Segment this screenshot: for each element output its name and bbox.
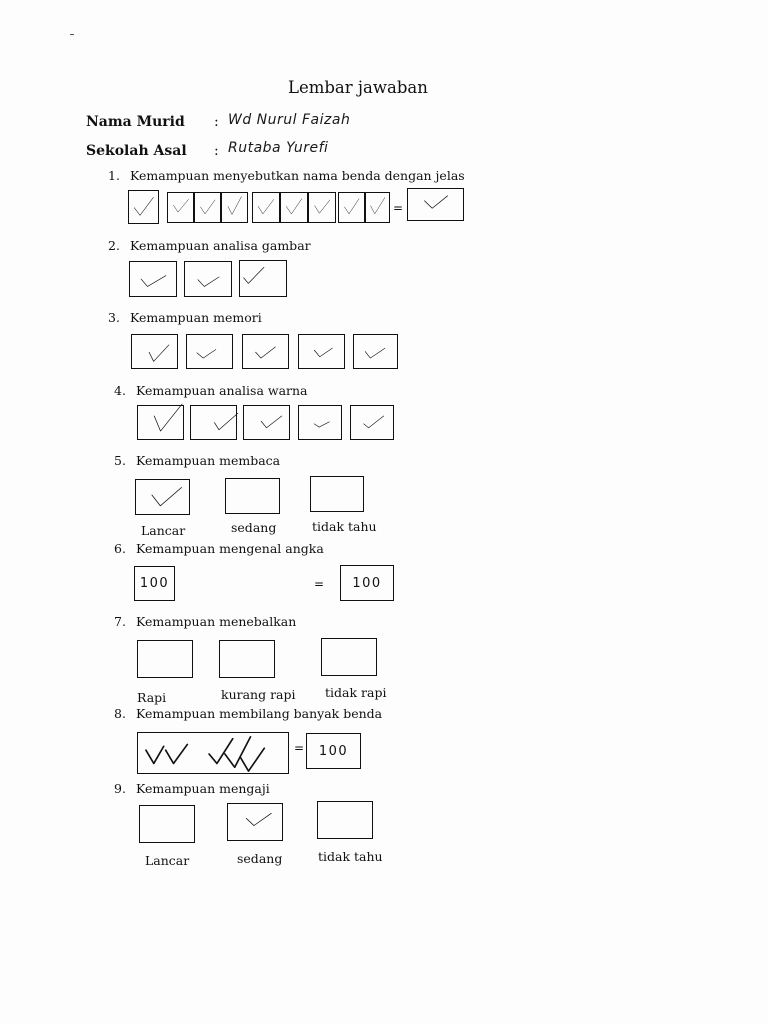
number-box-value: 100 bbox=[352, 575, 382, 591]
result-box bbox=[306, 733, 361, 769]
question-4 bbox=[114, 383, 308, 398]
check-mark-icon bbox=[187, 335, 232, 368]
answer-box bbox=[280, 192, 308, 223]
question-9 bbox=[114, 781, 270, 796]
check-mark-icon bbox=[185, 262, 231, 296]
scan-speck bbox=[70, 34, 74, 35]
check-mark-icon bbox=[281, 193, 307, 222]
number-box-value: 100 bbox=[139, 576, 170, 591]
answer-box bbox=[190, 405, 237, 440]
option-box bbox=[317, 801, 373, 839]
question-text: Kemampuan analisa warna bbox=[136, 383, 308, 398]
option-label: sedang bbox=[231, 520, 277, 535]
question-6 bbox=[114, 541, 324, 556]
option-box bbox=[310, 476, 364, 512]
sekolah-asal-colon: : bbox=[214, 143, 219, 159]
question-text: Kemampuan mengaji bbox=[136, 781, 270, 796]
check-mark-icon bbox=[408, 189, 463, 220]
equals-sign: = bbox=[393, 201, 404, 215]
equals-sign: = bbox=[314, 577, 325, 591]
sekolah-asal-value: Rutaba Yurefi bbox=[228, 140, 329, 156]
check-mark-icon bbox=[132, 335, 177, 368]
page-title: Lembar jawaban bbox=[288, 78, 428, 97]
answer-box bbox=[186, 334, 233, 369]
check-mark-icon bbox=[138, 733, 288, 773]
result-box-value: 100 bbox=[318, 743, 349, 759]
question-number: 8. bbox=[114, 706, 126, 721]
check-mark-icon bbox=[136, 480, 189, 514]
check-mark-icon bbox=[351, 406, 393, 439]
answer-box bbox=[137, 405, 184, 440]
check-mark-icon bbox=[299, 406, 341, 439]
question-5 bbox=[114, 453, 280, 468]
question-7 bbox=[114, 614, 296, 629]
option-label: kurang rapi bbox=[221, 687, 296, 702]
answer-box bbox=[131, 334, 178, 369]
check-mark-icon bbox=[138, 406, 183, 439]
check-mark-icon bbox=[168, 193, 193, 222]
sekolah-asal-label: Sekolah Asal bbox=[86, 143, 187, 159]
check-mark-icon bbox=[339, 193, 364, 222]
check-mark-icon bbox=[222, 193, 247, 222]
check-mark-icon bbox=[253, 193, 279, 222]
option-label: tidak tahu bbox=[312, 519, 377, 534]
question-number: 5. bbox=[114, 453, 126, 468]
question-number: 3. bbox=[108, 310, 120, 325]
question-number: 6. bbox=[114, 541, 126, 556]
check-mark-icon bbox=[366, 193, 389, 222]
question-3 bbox=[108, 310, 262, 325]
answer-box bbox=[167, 192, 194, 223]
question-text: Kemampuan membaca bbox=[136, 453, 281, 468]
answer-box bbox=[353, 334, 398, 369]
option-label: tidak rapi bbox=[325, 685, 387, 700]
option-label: Lancar bbox=[141, 523, 186, 538]
check-mark-icon bbox=[228, 804, 282, 840]
option-box bbox=[137, 640, 193, 678]
nama-murid-label: Nama Murid bbox=[86, 114, 185, 130]
question-number: 7. bbox=[114, 614, 126, 629]
answer-box bbox=[298, 334, 345, 369]
check-mark-icon bbox=[129, 191, 158, 223]
number-box bbox=[134, 566, 175, 601]
check-mark-icon bbox=[240, 261, 286, 296]
number-box bbox=[340, 565, 394, 601]
answer-box bbox=[221, 192, 248, 223]
question-number: 1. bbox=[108, 168, 120, 183]
answer-box bbox=[365, 192, 390, 223]
option-box bbox=[219, 640, 275, 678]
equals-sign: = bbox=[294, 741, 305, 755]
question-number: 4. bbox=[114, 383, 126, 398]
check-mark-icon bbox=[195, 193, 220, 222]
option-label: Rapi bbox=[137, 690, 167, 705]
option-label: Lancar bbox=[145, 853, 190, 868]
answer-box bbox=[252, 192, 280, 223]
question-text: Kemampuan mengenal angka bbox=[136, 541, 324, 556]
question-text: Kemampuan analisa gambar bbox=[130, 238, 311, 253]
check-mark-icon bbox=[309, 193, 335, 222]
option-box bbox=[139, 805, 195, 843]
nama-murid-colon: : bbox=[214, 114, 219, 130]
answer-box bbox=[239, 260, 287, 297]
answer-box bbox=[350, 405, 394, 440]
option-box bbox=[135, 479, 190, 515]
check-mark-icon bbox=[243, 335, 288, 368]
question-8 bbox=[114, 706, 382, 721]
check-mark-icon bbox=[299, 335, 344, 368]
check-mark-icon bbox=[191, 406, 236, 439]
answer-box bbox=[184, 261, 232, 297]
nama-murid-value: Wd Nurul Faizah bbox=[228, 112, 351, 128]
answer-box bbox=[338, 192, 365, 223]
question-text: Kemampuan menebalkan bbox=[136, 614, 297, 629]
answer-box bbox=[128, 190, 159, 224]
question-text: Kemampuan menyebutkan nama benda dengan jelas bbox=[130, 168, 465, 183]
check-mark-icon bbox=[244, 406, 289, 439]
question-2 bbox=[108, 238, 311, 253]
answer-box bbox=[243, 405, 290, 440]
answer-box bbox=[298, 405, 342, 440]
counting-box bbox=[137, 732, 289, 774]
question-text: Kemampuan membilang banyak benda bbox=[136, 706, 383, 721]
answer-box bbox=[242, 334, 289, 369]
question-number: 9. bbox=[114, 781, 126, 796]
question-text: Kemampuan memori bbox=[130, 310, 262, 325]
answer-box bbox=[194, 192, 221, 223]
option-label: tidak tahu bbox=[318, 849, 383, 864]
question-1 bbox=[108, 168, 465, 183]
option-box bbox=[321, 638, 377, 676]
question-number: 2. bbox=[108, 238, 120, 253]
option-label: sedang bbox=[237, 851, 283, 866]
option-box bbox=[225, 478, 280, 514]
answer-box bbox=[308, 192, 336, 223]
check-mark-icon bbox=[130, 262, 176, 296]
check-mark-icon bbox=[354, 335, 397, 368]
option-box bbox=[227, 803, 283, 841]
answer-box bbox=[129, 261, 177, 297]
result-box bbox=[407, 188, 464, 221]
